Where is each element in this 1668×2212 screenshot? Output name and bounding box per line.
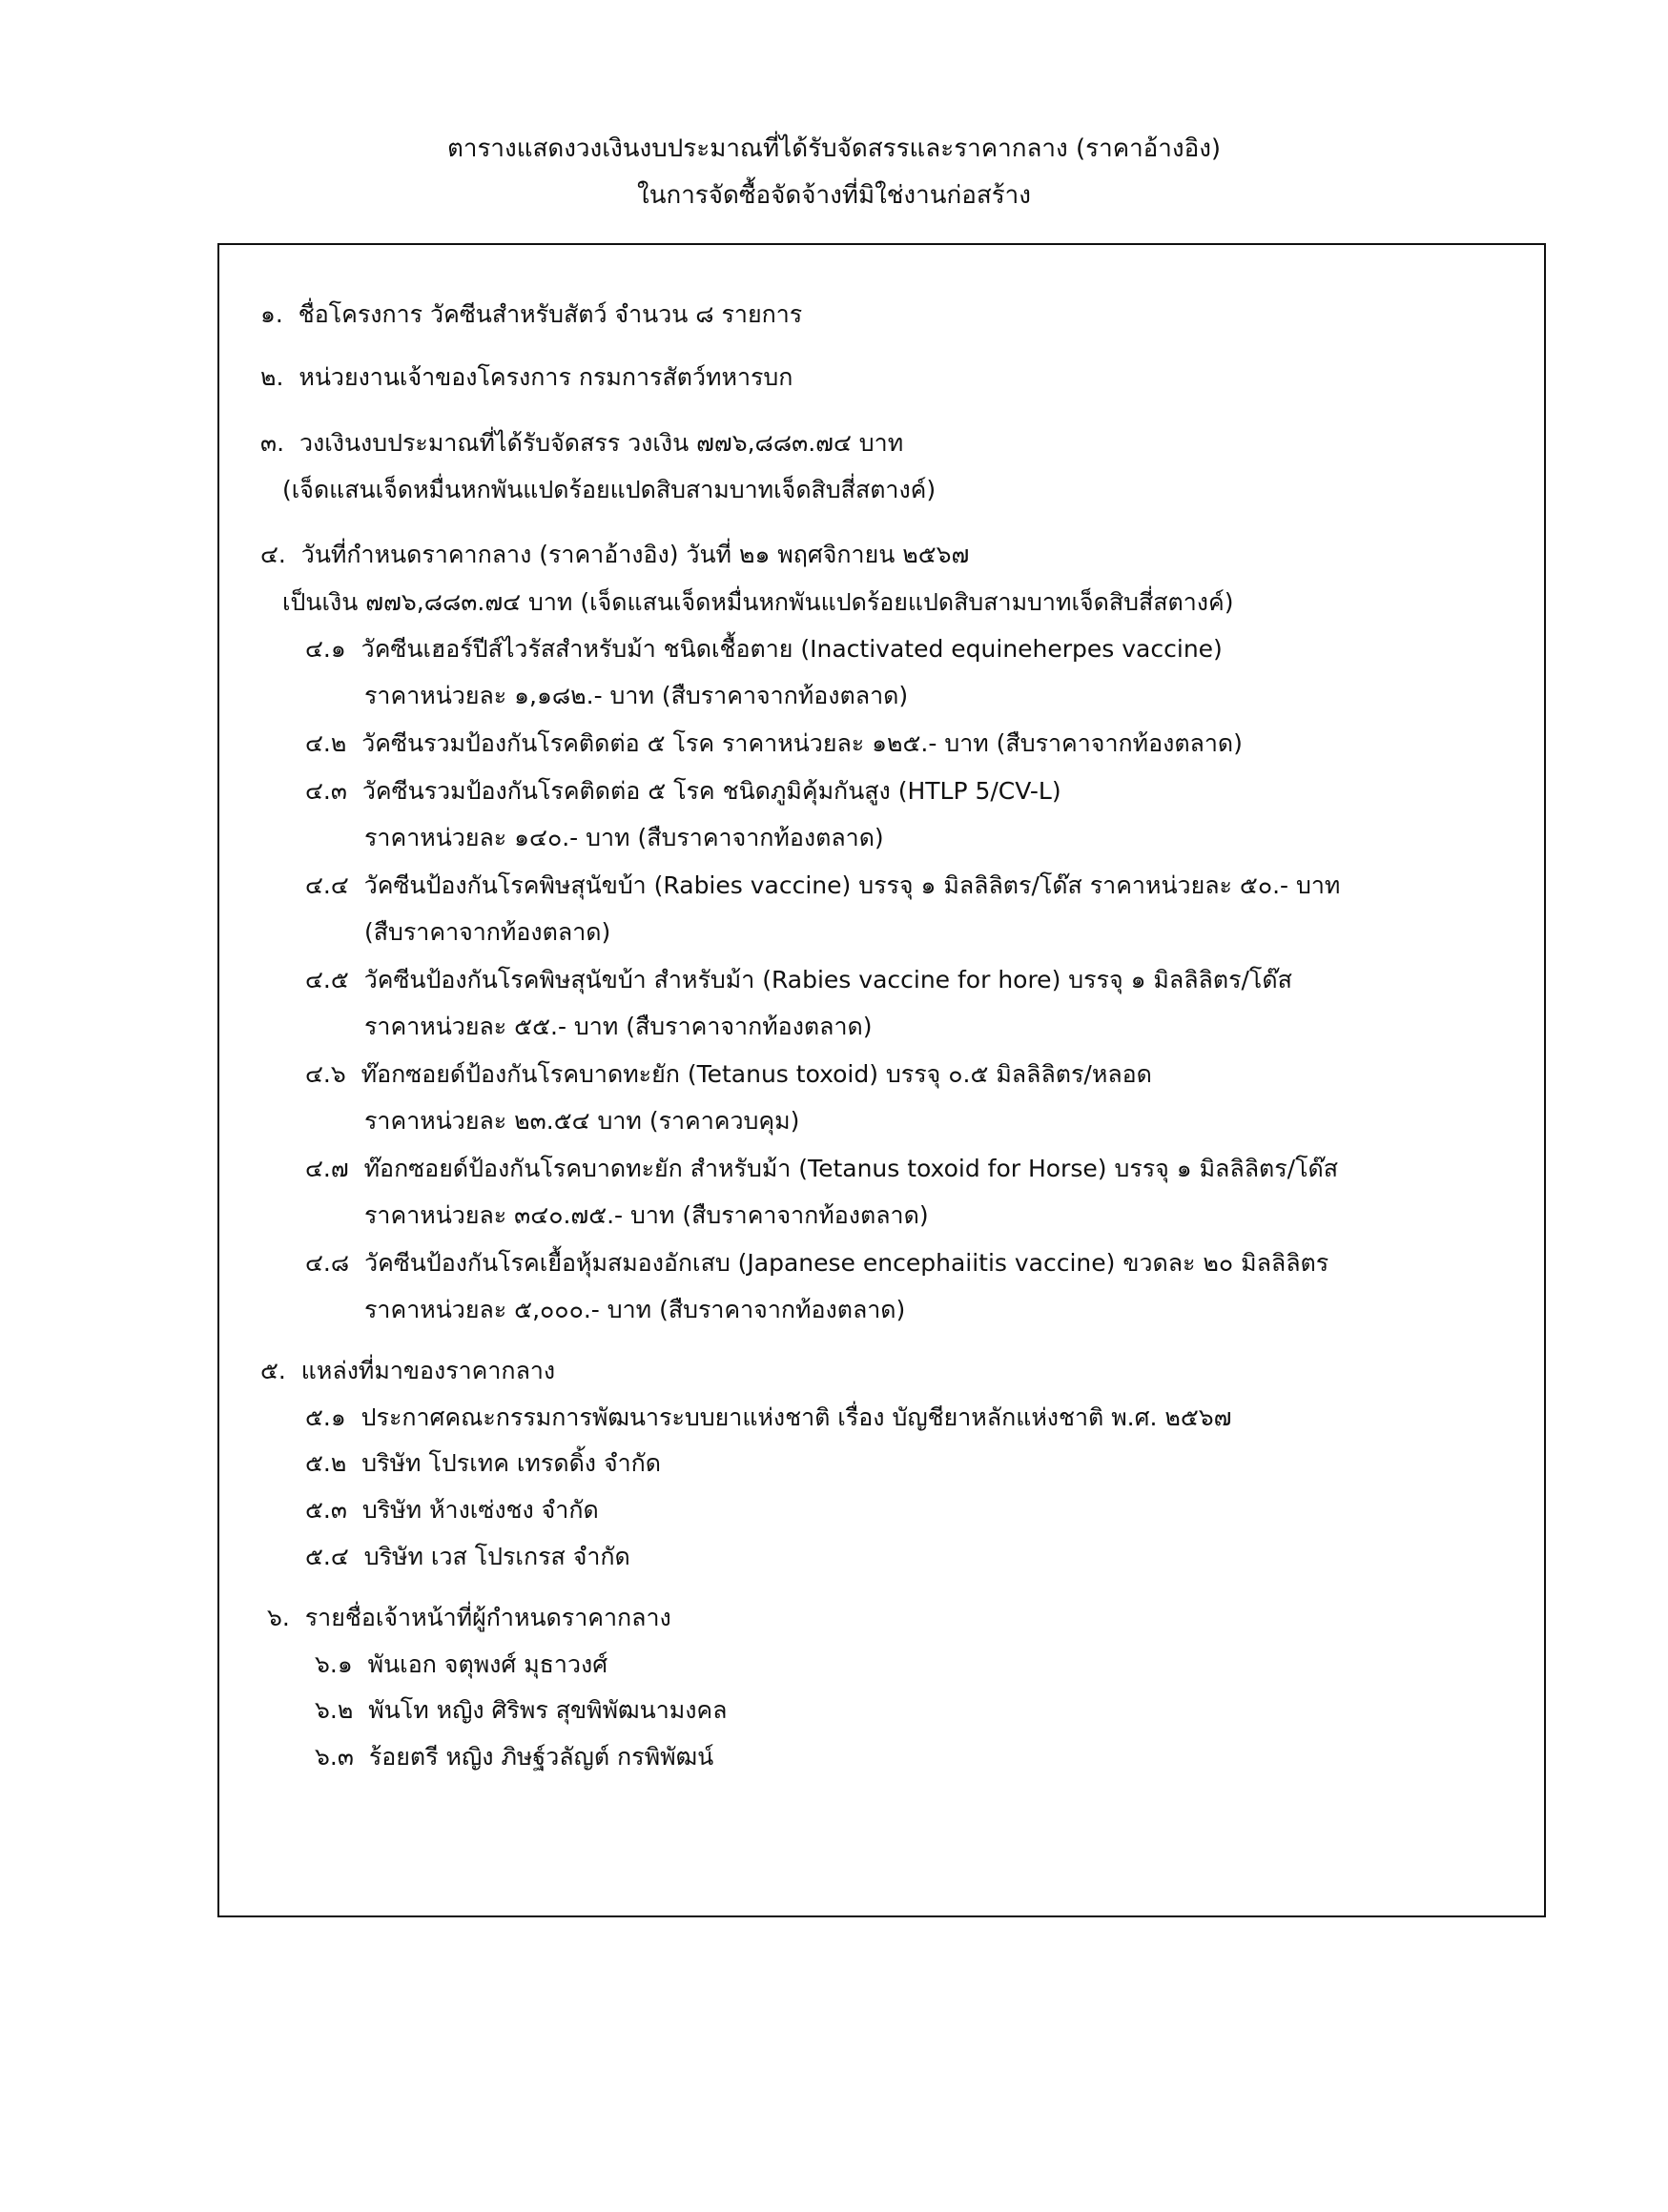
section-5 (260, 1355, 555, 1387)
source-item-text: บริษัท ห้างเซ่งชง จำกัด (361, 1496, 599, 1524)
officer-item-name: ร้อยตรี หญิง ภิษฐ์วลัญต์ กรพิพัฒน์ (368, 1743, 714, 1771)
officer-item-number: ๖.๑ (315, 1650, 353, 1678)
price-item-number: ๔.๗ (305, 1155, 349, 1182)
price-item-name: วัคซีนเฮอร์ปีส์ไวรัสสำหรับม้า ชนิดเชื้อตาย (Inactivated equineherpes vaccine) (360, 635, 1223, 663)
source-item (305, 1447, 661, 1480)
source-item-number: ๕.๓ (305, 1496, 347, 1524)
section-4 (260, 539, 969, 571)
price-item-number: ๔.๑ (305, 635, 346, 663)
officer-item-name: พันโท หญิง ศิริพร สุขพิพัฒนามงคล (368, 1696, 728, 1724)
section-5-text: แหล่งที่มาของราคากลาง (300, 1357, 556, 1384)
officer-item (315, 1649, 607, 1681)
source-item (305, 1494, 599, 1526)
source-item (305, 1541, 630, 1573)
section-5-number: ๕. (260, 1357, 286, 1384)
price-item-name: วัคซีนป้องกันโรคพิษสุนัขบ้า (Rabies vaccine) บรรจุ ๑ มิลลิลิตร/โด๊ส ราคาหน่วยละ ๕๐.- บาท (363, 871, 1341, 899)
officer-item (315, 1741, 713, 1773)
section-6 (267, 1602, 671, 1634)
price-item-detail: ราคาหน่วยละ ๕๕.- บาท (สืบราคาจากท้องตลาด) (364, 1013, 873, 1040)
section-6-text: รายชื่อเจ้าหน้าที่ผู้กำหนดราคากลาง (304, 1604, 671, 1631)
source-item-text: บริษัท โปรเทค เทรดดิ้ง จำกัด (361, 1449, 662, 1477)
price-item (305, 1058, 1152, 1091)
price-item-name: ท๊อกซอยด์ป้องกันโรคบาดทะยัก (Tetanus toxoid) บรรจุ ๐.๕ มิลลิลิตร/หลอด (360, 1060, 1152, 1088)
source-item-number: ๕.๑ (305, 1403, 346, 1431)
section-4-amount: เป็นเงิน ๗๗๖,๘๘๓.๗๔ บาท (เจ็ดแสนเจ็ดหมื่นหกพันแปดร้อยแปดสิบสามบาทเจ็ดสิบสี่สตางค์) (282, 588, 1234, 616)
section-3-text: วงเงินงบประมาณที่ได้รับจัดสรร วงเงิน ๗๗๖,๘๘๓.๗๔ บาท (299, 429, 904, 457)
price-item (305, 1247, 1328, 1280)
price-item-number: ๔.๓ (305, 777, 347, 805)
section-6-number: ๖. (267, 1604, 290, 1631)
price-item-number: ๔.๕ (305, 966, 349, 993)
price-item-detail: ราคาหน่วยละ ๑,๑๘๒.- บาท (สืบราคาจากท้องตลาด) (364, 682, 909, 709)
source-item (305, 1402, 1231, 1434)
title-line-1: ตารางแสดงวงเงินงบประมาณที่ได้รับจัดสรรและราคากลาง (ราคาอ้างอิง) (446, 134, 1222, 163)
source-item-number: ๕.๒ (305, 1449, 347, 1477)
section-4-number: ๔. (260, 541, 286, 568)
section-2-text: หน่วยงานเจ้าของโครงการ กรมการสัตว์ทหารบก (299, 363, 793, 391)
source-item-number: ๕.๔ (305, 1543, 349, 1570)
price-item (305, 964, 1292, 996)
price-item-name: วัคซีนป้องกันโรคเยื้อหุ้มสมองอักเสบ (Japanese encephaiitis vaccine) ขวดละ ๒๐ มิลลิลิตร (364, 1249, 1329, 1277)
price-item-detail: (สืบราคาจากท้องตลาด) (364, 918, 611, 946)
price-item (305, 727, 1243, 760)
price-item-number: ๔.๔ (305, 871, 349, 899)
section-1-text: ชื่อโครงการ วัคซีนสำหรับสัตว์ จำนวน ๘ รายการ (298, 300, 803, 328)
officer-item (315, 1694, 727, 1727)
price-item-detail: ราคาหน่วยละ ๒๓.๕๔ บาท (ราคาควบคุม) (364, 1107, 800, 1135)
price-item-detail: ราคาหน่วยละ ๕,๐๐๐.- บาท (สืบราคาจากท้องตลาด) (364, 1296, 906, 1323)
section-1-number: ๑. (260, 300, 283, 328)
price-item (305, 633, 1223, 666)
price-item-detail: ราคาหน่วยละ ๑๔๐.- บาท (สืบราคาจากท้องตลาด) (364, 824, 884, 851)
source-item-text: ประกาศคณะกรรมการพัฒนาระบบยาแห่งชาติ เรื่อง บัญชียาหลักแห่งชาติ พ.ศ. ๒๕๖๗ (360, 1403, 1232, 1431)
price-item-name: วัคซีนรวมป้องกันโรคติดต่อ ๕ โรค ราคาหน่วยละ ๑๒๕.- บาท (สืบราคาจากท้องตลาด) (361, 729, 1243, 757)
document-title (0, 126, 1668, 219)
section-3-number: ๓. (260, 429, 285, 457)
officer-item-number: ๖.๓ (315, 1743, 354, 1771)
section-3-amount-words: (เจ็ดแสนเจ็ดหมื่นหกพันแปดร้อยแปดสิบสามบาทเจ็ดสิบสี่สตางค์) (282, 476, 937, 503)
price-item-name: ท๊อกซอยด์ป้องกันโรคบาดทะยัก สำหรับม้า (Tetanus toxoid for Horse) บรรจุ ๑ มิลลิลิตร/โด๊ส (363, 1155, 1339, 1182)
section-2 (260, 361, 793, 394)
price-item-name: วัคซีนป้องกันโรคพิษสุนัขบ้า สำหรับม้า (Rabies vaccine for hore) บรรจุ ๑ มิลลิลิตร/โด๊ส (363, 966, 1292, 993)
price-item (305, 1153, 1338, 1185)
price-item-number: ๔.๘ (305, 1249, 350, 1277)
section-2-number: ๒. (260, 363, 284, 391)
source-item-text: บริษัท เวส โปรเกรส จำกัด (363, 1543, 630, 1570)
price-item (305, 870, 1340, 902)
price-item (305, 775, 1061, 808)
price-item-number: ๔.๖ (305, 1060, 346, 1088)
title-line-2: ในการจัดซื้อจัดจ้างที่มิใช่งานก่อสร้าง (637, 181, 1031, 210)
officer-item-number: ๖.๒ (315, 1696, 354, 1724)
price-item-detail: ราคาหน่วยละ ๓๔๐.๗๕.- บาท (สืบราคาจากท้องตลาด) (364, 1201, 929, 1229)
price-item-number: ๔.๒ (305, 729, 347, 757)
price-item-name: วัคซีนรวมป้องกันโรคติดต่อ ๕ โรค ชนิดภูมิคุ้มกันสูง (HTLP 5/CV-L) (361, 777, 1061, 805)
section-3 (260, 427, 903, 460)
section-4-text: วันที่กำหนดราคากลาง (ราคาอ้างอิง) วันที่ ๒๑ พฤศจิกายน ๒๕๖๗ (300, 541, 970, 568)
officer-item-name: พันเอก จตุพงศ์ มุธาวงศ์ (367, 1650, 608, 1678)
section-1 (260, 298, 802, 331)
